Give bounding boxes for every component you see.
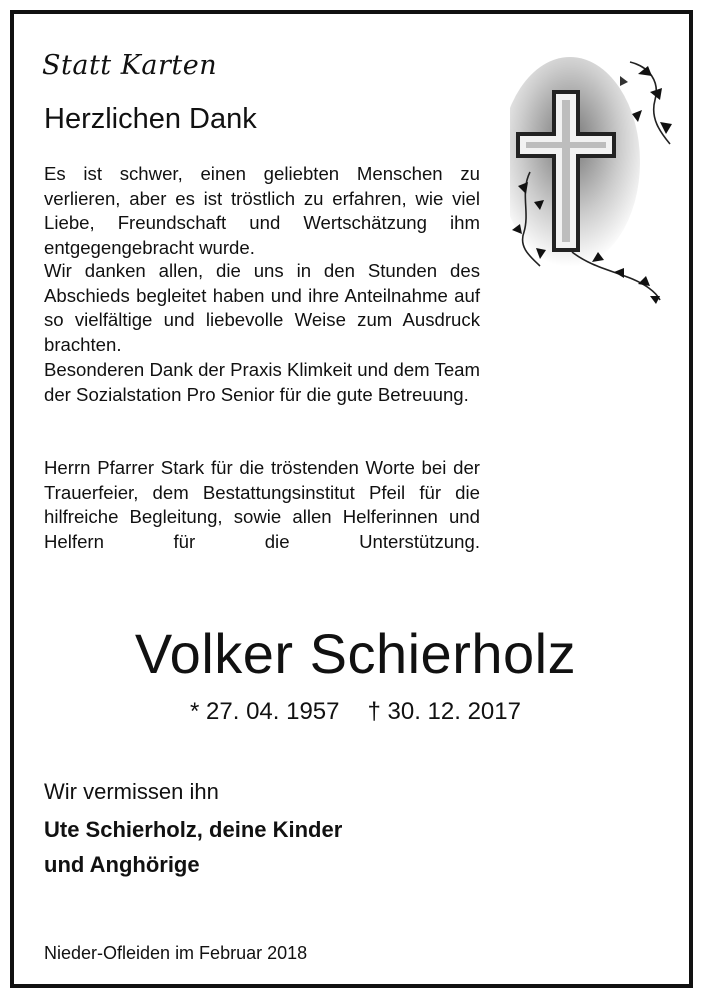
closing-line: Wir vermissen ihn <box>44 779 219 804</box>
birth-date: * 27. 04. 1957 <box>190 698 340 725</box>
place-date: Nieder-Ofleiden im Februar 2018 <box>44 943 308 963</box>
paragraph-4: Herrn Pfarrer Stark für die tröstenden Worte bei der Trauerfeier, dem Bestattungsinstitut Pfeil für die hilfreiche Begleitung, sowie allen Helferinnen und Helfern für die Unterstützung. <box>44 457 480 553</box>
family-names <box>44 812 342 882</box>
family-line-1: Ute Schierholz, deine Kinder <box>44 817 343 842</box>
family-line-2: und Anghörige <box>44 852 200 877</box>
paragraph-2: Wir danken allen, die uns in den Stunden des Abschieds begleitet haben und ihre Anteilnahme auf so vielfältige und liebevolle Weise zum Ausdruck brachten. <box>44 260 480 356</box>
paragraph-1: Es ist schwer, einen geliebten Menschen zu verlieren, aber es ist tröstlich zu erfahren, wie viel Liebe, Freundschaft und Wertschätzung ihm entgegengebracht wurde. <box>44 163 480 259</box>
paragraph-3: Besonderen Dank der Praxis Klimkeit und dem Team der Sozialstation Pro Senior für die gute Betreuung. <box>44 359 480 405</box>
cross-with-ivy-icon <box>510 52 682 304</box>
deceased-name: Volker Schierholz <box>134 622 577 685</box>
death-date: † 30. 12. 2017 <box>367 698 521 725</box>
notice-title: Herzlichen Dank <box>44 103 257 135</box>
intro-text: Statt Karten <box>42 50 218 81</box>
life-dates <box>0 698 711 726</box>
